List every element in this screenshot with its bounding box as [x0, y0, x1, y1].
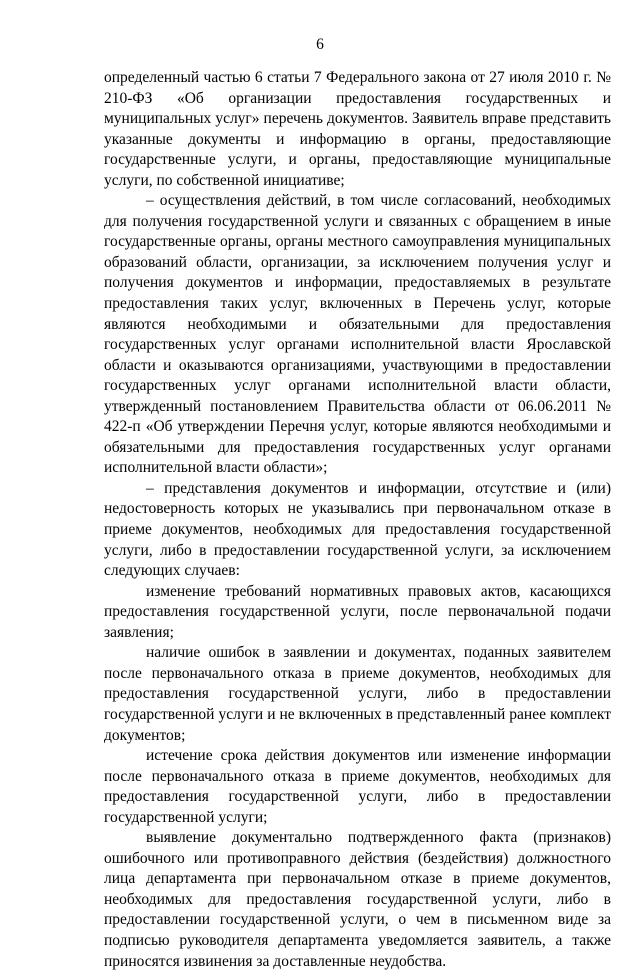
paragraph-exception-requirements: изменение требований нормативных правовых актов, касающихся предоставления государственной услуги, после первоначальной подачи заявления;: [104, 582, 611, 641]
paragraph-exception-fault: выявление документально подтвержденного факта (признаков) ошибочного или противоправного действия (бездействия) должностного лица департамента при первоначальном отказе в приеме документов, необходимых для предоставления государственной услуги, либо в предоставлении государственной услуги, о чем в письменном виде за подписью руководителя департамента уведомляется заявитель, а также приносятся извинения за доставленные неудобства.: [104, 829, 611, 970]
paragraph-exception-expiry: истечение срока действия документов или изменение информации после первоначального отказа в приеме документов, необходимых для предоставления государственной услуги, либо в предоставлении государственной услуги;: [104, 747, 611, 826]
paragraph-exception-errors: наличие ошибок в заявлении и документах, поданных заявителем после первоначального отказа в приеме документов, необходимых для предоставления государственной услуги, либо в предоставлении государственной услуги и не включенных в представленный ранее комплект документов;: [104, 644, 611, 744]
paragraph-actions-item: – осуществления действий, в том числе согласований, необходимых для получения государственной услуги и связанных с обращением в иные государственные органы, органы местного самоуправления муниципальных образований области, организации, за исключением получения услуг и получения документов и информации, предоставляемых в результате предоставления таких услуг, включенных в Перечень услуг, которые являются необходимыми и обязательными для предоставления государственных услуг органами исполнительной власти Ярославской области и оказываются организациями, участвующими в предоставлении государственных услуг органами исполнительной власти области, утвержденный постановлением Правительства области от 06.06.2011 № 422-п «Об утверждении Перечня услуг, которые являются необходимыми и обязательными для предоставления государственных услуг органами исполнительной власти области»;: [104, 192, 611, 477]
paragraph-continuation: определенный частью 6 статьи 7 Федерального закона от 27 июля 2010 г. № 210-ФЗ «Об организации предоставления государственных и муниципальных услуг» перечень документов. Заявитель вправе представить указанные документы и информацию в органы, предоставляющие государственные услуги, и органы, предоставляющие муниципальные услуги, по собственной инициативе;: [104, 69, 611, 189]
paragraph-documents-item: – представления документов и информации, отсутствие и (или) недостоверность которых не указывались при первоначальном отказе в приеме документов, необходимых для предоставления государственной услуги, либо в предоставлении государственной услуги, за исключением следующих случаев:: [104, 479, 611, 580]
page-number: 6: [316, 36, 324, 53]
document-body: [104, 68, 611, 972]
